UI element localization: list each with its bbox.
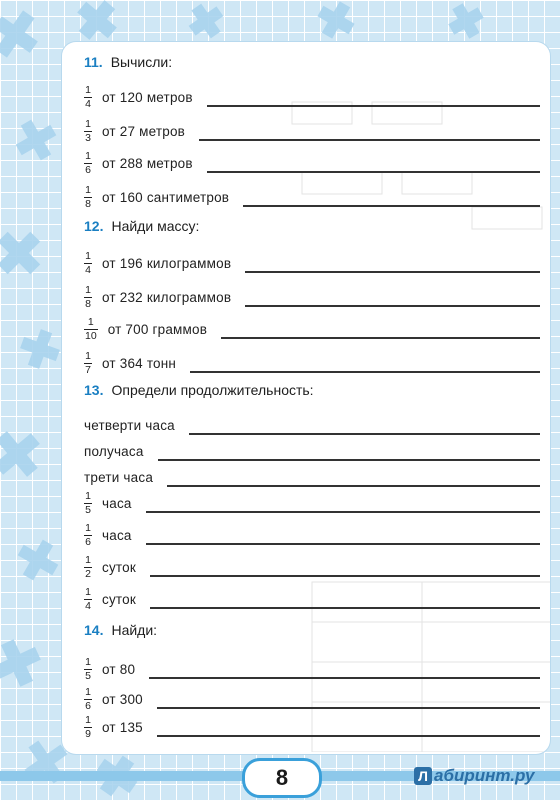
fraction xyxy=(84,657,92,682)
exercise-item xyxy=(84,312,207,342)
answer-line[interactable] xyxy=(189,433,540,435)
fraction-numerator: 1 xyxy=(85,714,91,726)
answer-line[interactable] xyxy=(146,543,540,545)
fraction-denominator: 7 xyxy=(85,364,91,376)
task-heading xyxy=(84,382,314,398)
fraction-denominator: 10 xyxy=(85,330,97,342)
fraction-denominator: 5 xyxy=(85,504,91,516)
fraction-numerator: 1 xyxy=(85,118,91,130)
answer-line[interactable] xyxy=(146,511,540,513)
exercise-item xyxy=(84,682,143,712)
answer-line[interactable] xyxy=(243,205,540,207)
item-text: трети часа xyxy=(84,470,154,485)
exercise-item xyxy=(84,550,136,580)
fraction-denominator: 8 xyxy=(85,198,91,210)
page-number: 8 xyxy=(242,758,322,798)
fraction xyxy=(84,523,92,548)
answer-line[interactable] xyxy=(245,271,540,273)
item-text: часа xyxy=(102,496,132,511)
fraction-numerator: 1 xyxy=(85,554,91,566)
worksheet-page xyxy=(62,42,550,754)
fraction xyxy=(84,85,92,110)
exercise-item xyxy=(84,146,193,176)
answer-line[interactable] xyxy=(199,139,540,141)
answer-line[interactable] xyxy=(190,371,540,373)
fraction-denominator: 4 xyxy=(85,600,91,612)
exercise-item xyxy=(84,80,193,110)
fraction xyxy=(84,687,92,712)
exercise-item xyxy=(84,652,135,682)
task-title-text: Вычисли: xyxy=(110,54,173,70)
answer-line[interactable] xyxy=(157,735,540,737)
fraction-denominator: 6 xyxy=(85,536,91,548)
answer-line[interactable] xyxy=(221,337,540,339)
answer-line[interactable] xyxy=(150,575,540,577)
fraction-numerator: 1 xyxy=(85,250,91,262)
fraction xyxy=(84,285,92,310)
fraction-numerator: 1 xyxy=(85,150,91,162)
fraction-denominator: 6 xyxy=(85,700,91,712)
answer-line[interactable] xyxy=(157,707,540,709)
answer-line[interactable] xyxy=(245,305,540,307)
fraction xyxy=(84,119,92,144)
fraction xyxy=(84,555,92,580)
fraction-numerator: 1 xyxy=(85,656,91,668)
item-text: от 288 метров xyxy=(102,156,193,171)
exercise-item xyxy=(84,180,229,210)
fraction-numerator: 1 xyxy=(85,586,91,598)
fraction xyxy=(84,185,92,210)
item-text: от 196 килограммов xyxy=(102,256,232,271)
exercise-item xyxy=(84,114,185,144)
fraction xyxy=(84,317,98,342)
exercise-item xyxy=(84,486,132,516)
fraction-numerator: 1 xyxy=(85,490,91,502)
fraction-denominator: 8 xyxy=(85,298,91,310)
exercise-item xyxy=(84,582,136,612)
item-text: от 300 xyxy=(102,692,143,707)
fraction-denominator: 2 xyxy=(85,568,91,580)
answer-line[interactable] xyxy=(149,677,540,679)
item-text: получаса xyxy=(84,444,144,459)
task-number: 14. xyxy=(84,622,104,638)
exercise-item xyxy=(84,280,231,310)
answer-line[interactable] xyxy=(158,459,540,461)
item-text: от 120 метров xyxy=(102,90,193,105)
task-number: 12. xyxy=(84,218,104,234)
task-number: 13. xyxy=(84,382,104,398)
fraction-denominator: 4 xyxy=(85,98,91,110)
answer-line[interactable] xyxy=(167,485,540,487)
fraction xyxy=(84,715,92,740)
fraction-denominator: 5 xyxy=(85,670,91,682)
fraction-numerator: 1 xyxy=(85,686,91,698)
exercise-item xyxy=(84,710,143,740)
watermark-logo-icon: Л xyxy=(414,767,432,785)
task-title-text: Найди: xyxy=(111,622,158,638)
fraction-numerator: 1 xyxy=(85,522,91,534)
fraction-numerator: 1 xyxy=(85,84,91,96)
item-text: от 80 xyxy=(102,662,136,677)
item-text: от 700 граммов xyxy=(107,322,208,337)
item-text: часа xyxy=(102,528,132,543)
item-text: от 27 метров xyxy=(102,124,186,139)
item-text: суток xyxy=(102,560,136,575)
task-title-text: Найди массу: xyxy=(111,218,200,234)
fraction xyxy=(84,351,92,376)
fraction-numerator: 1 xyxy=(85,284,91,296)
fraction xyxy=(84,151,92,176)
watermark xyxy=(414,766,534,786)
exercise-item xyxy=(84,518,132,548)
task-heading xyxy=(84,218,199,234)
item-text: от 135 xyxy=(102,720,143,735)
worksheet-content xyxy=(62,42,550,754)
fraction-numerator: 1 xyxy=(87,316,94,328)
item-text: от 364 тонн xyxy=(102,356,177,371)
item-text: от 232 килограммов xyxy=(102,290,232,305)
exercise-item xyxy=(84,346,176,376)
task-heading xyxy=(84,54,172,70)
fraction-denominator: 9 xyxy=(85,728,91,740)
item-text: четверти часа xyxy=(84,418,175,433)
exercise-item xyxy=(84,246,231,276)
watermark-text: абиринт.ру xyxy=(434,766,535,785)
task-title-text: Определи продолжительность: xyxy=(111,382,314,398)
task-heading xyxy=(84,622,157,638)
fraction-denominator: 3 xyxy=(85,132,91,144)
fraction-denominator: 6 xyxy=(85,164,91,176)
fraction xyxy=(84,251,92,276)
task-number: 11. xyxy=(84,54,103,70)
fraction-denominator: 4 xyxy=(85,264,91,276)
item-text: от 160 сантиметров xyxy=(102,190,230,205)
fraction-numerator: 1 xyxy=(85,184,91,196)
answer-line[interactable] xyxy=(207,105,540,107)
fraction xyxy=(84,491,92,516)
answer-line[interactable] xyxy=(150,607,540,609)
fraction xyxy=(84,587,92,612)
answer-line[interactable] xyxy=(207,171,540,173)
item-text: суток xyxy=(102,592,136,607)
fraction-numerator: 1 xyxy=(85,350,91,362)
